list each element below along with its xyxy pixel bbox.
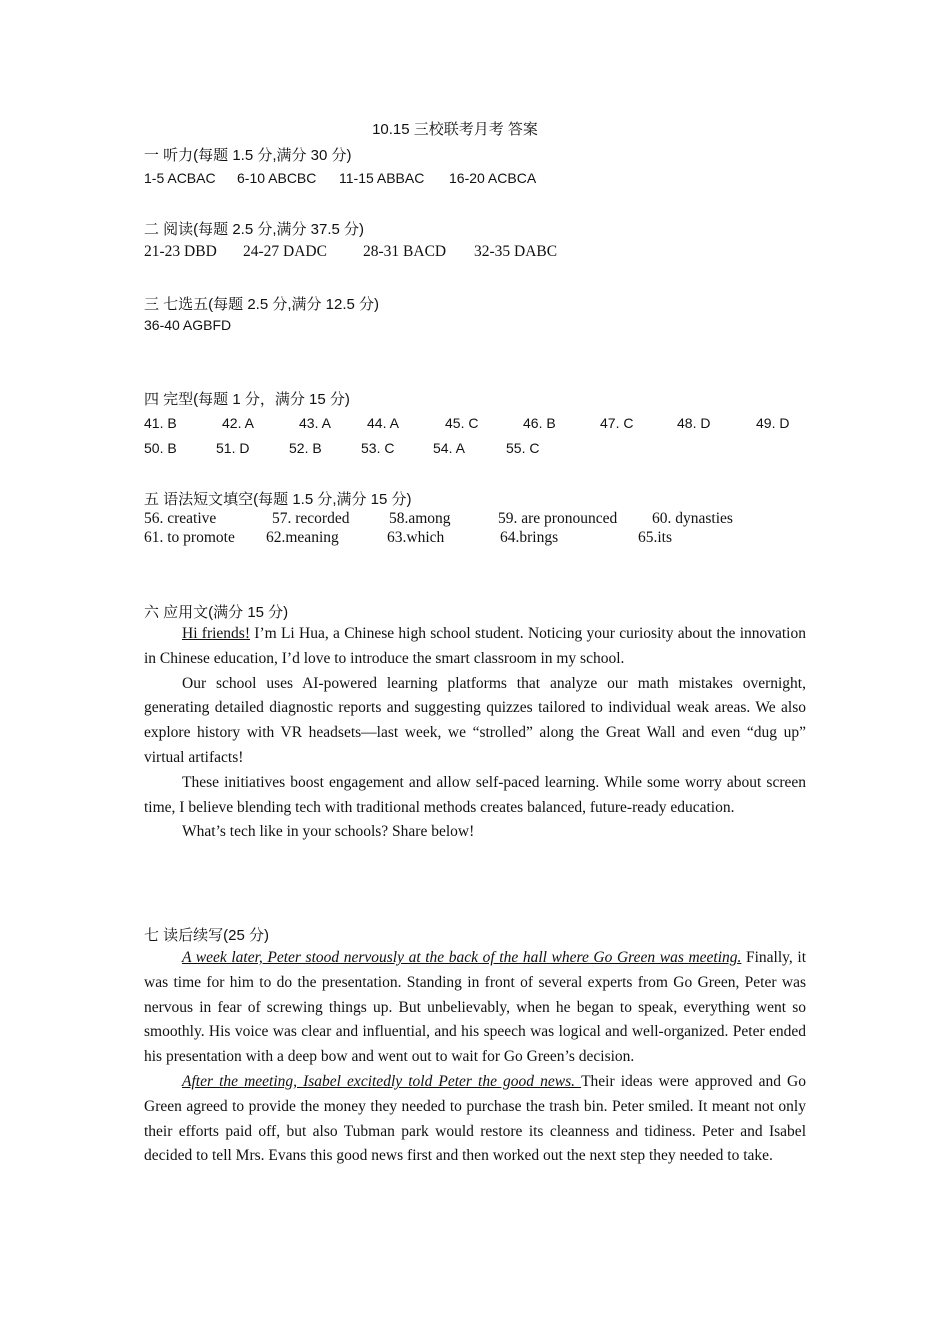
practical-writing-essay: [144, 622, 806, 845]
cloze-answers-row-1: [144, 415, 844, 435]
answer-item: 53. C: [361, 440, 395, 456]
answer-item: 42. A: [222, 415, 254, 431]
essay-paragraph: Our school uses AI-powered learning platforms that analyze our math mistakes overnight, generating detailed diagnostic reports and suggesting quizzes tailored to individual weak areas. We also explore history with VR headsets—last week, we “strolled” along the Great Wall and even “dug up” virtual artifacts!: [144, 674, 806, 766]
seven-choose-five-heading: 三 七选五(每题 2.5 分,满分 12.5 分): [144, 296, 380, 313]
answer-group: 6-10 ABCBC: [237, 170, 317, 186]
grammar-answers-row-2: [144, 529, 844, 549]
answer-group: 11-15 ABBAC: [339, 170, 425, 186]
answer-group: 16-20 ACBCA: [449, 170, 537, 186]
answer-item: 49. D: [756, 415, 790, 431]
essay-paragraph: [144, 622, 806, 672]
answer-group: 21-23 DBD: [144, 243, 217, 260]
answer-item: 57. recorded: [272, 510, 350, 527]
answer-group: 32-35 DABC: [474, 243, 558, 260]
listening-heading: 一 听力(每题 1.5 分,满分 30 分): [144, 147, 352, 164]
essay-paragraph: What’s tech like in your schools? Share below!: [182, 823, 475, 841]
essay-paragraph: These initiatives boost engagement and allow self-paced learning. While some worry about screen time, I believe blending tech with traditional methods creates balanced, future-ready education.: [144, 773, 806, 816]
answer-item: 65.its: [638, 529, 673, 546]
paragraph-text: Finally, it was time for him to do the presentation. Standing in front of several experts from Go Green, Peter was nervous in fear of screwing things up. But unbelievably, when he began to speak, everything went so smoothly. His voice was clear and influential, and his speech was logical and well-organized. Peter ended his presentation with a deep bow and went out to wait for Go Green’s decision.: [144, 949, 807, 1066]
answer-group: 1-5 ACBAC: [144, 170, 216, 186]
answer-item: 54. A: [433, 440, 465, 456]
answer-group: 24-27 DADC: [243, 243, 327, 260]
answer-item: 43. A: [299, 415, 331, 431]
reading-answers: [144, 243, 844, 263]
answer-item: 56. creative: [144, 510, 217, 527]
grammar-heading: 五 语法短文填空(每题 1.5 分,满分 15 分): [144, 491, 412, 508]
essay-paragraph: [144, 946, 806, 1070]
answer-item: 64.brings: [500, 529, 559, 546]
answer-item: 46. B: [523, 415, 556, 431]
reading-heading: 二 阅读(每题 2.5 分,满分 37.5 分): [144, 221, 365, 238]
paragraph-text: Their ideas were approved and Go Green agreed to provide the money they needed to purchase the trash bin. Peter smiled. It meant not only their efforts paid off, but also Tubman park would restore its cleanness and tidiness. Peter and Isabel decided to tell Mrs. Evans this good news first and then worked out the next step they needed to take.: [144, 1072, 806, 1165]
answer-item: 44. A: [367, 415, 399, 431]
answer-group: 28-31 BACD: [363, 243, 447, 260]
answer-item: 55. C: [506, 440, 540, 456]
greeting-text: Hi friends!: [182, 625, 250, 642]
practical-writing-heading: 六 应用文(满分 15 分): [144, 604, 289, 621]
answer-item: 45. C: [445, 415, 479, 431]
answer-group: 36-40 AGBFD: [144, 317, 232, 333]
answer-item: 62.meaning: [266, 529, 339, 546]
answer-item: 48. D: [677, 415, 711, 431]
cloze-heading: 四 完型(每题 1 分，满分 15 分): [144, 391, 350, 408]
continuation-writing-essay: [144, 946, 806, 1169]
answer-item: 50. B: [144, 440, 177, 456]
answer-item: 41. B: [144, 415, 177, 431]
essay-paragraph: [144, 1070, 806, 1169]
continuation-writing-heading: 七 读后续写(25 分): [144, 927, 270, 944]
answer-item: 63.which: [387, 529, 445, 546]
listening-answers: [144, 170, 844, 190]
given-lead-sentence: A week later, Peter stood nervously at the back of the hall where Go Green was meeting.: [182, 949, 742, 966]
answer-item: 58.among: [389, 510, 451, 527]
answer-item: 60. dynasties: [652, 510, 733, 527]
paragraph-text: I’m Li Hua, a Chinese high school student. Noticing your curiosity about the innovation in Chinese education, I’d love to introduce the smart classroom in my school.: [144, 625, 806, 667]
grammar-answers-row-1: [144, 510, 844, 530]
page-title: 10.15 三校联考月考 答案: [372, 121, 538, 138]
answer-item: 59. are pronounced: [498, 510, 618, 527]
answer-item: 52. B: [289, 440, 322, 456]
given-lead-sentence: After the meeting, Isabel excitedly told Peter the good news.: [182, 1072, 582, 1090]
answer-item: 61. to promote: [144, 529, 235, 546]
answer-item: 47. C: [600, 415, 634, 431]
cloze-answers-row-2: [144, 440, 844, 460]
answer-item: 51. D: [216, 440, 250, 456]
